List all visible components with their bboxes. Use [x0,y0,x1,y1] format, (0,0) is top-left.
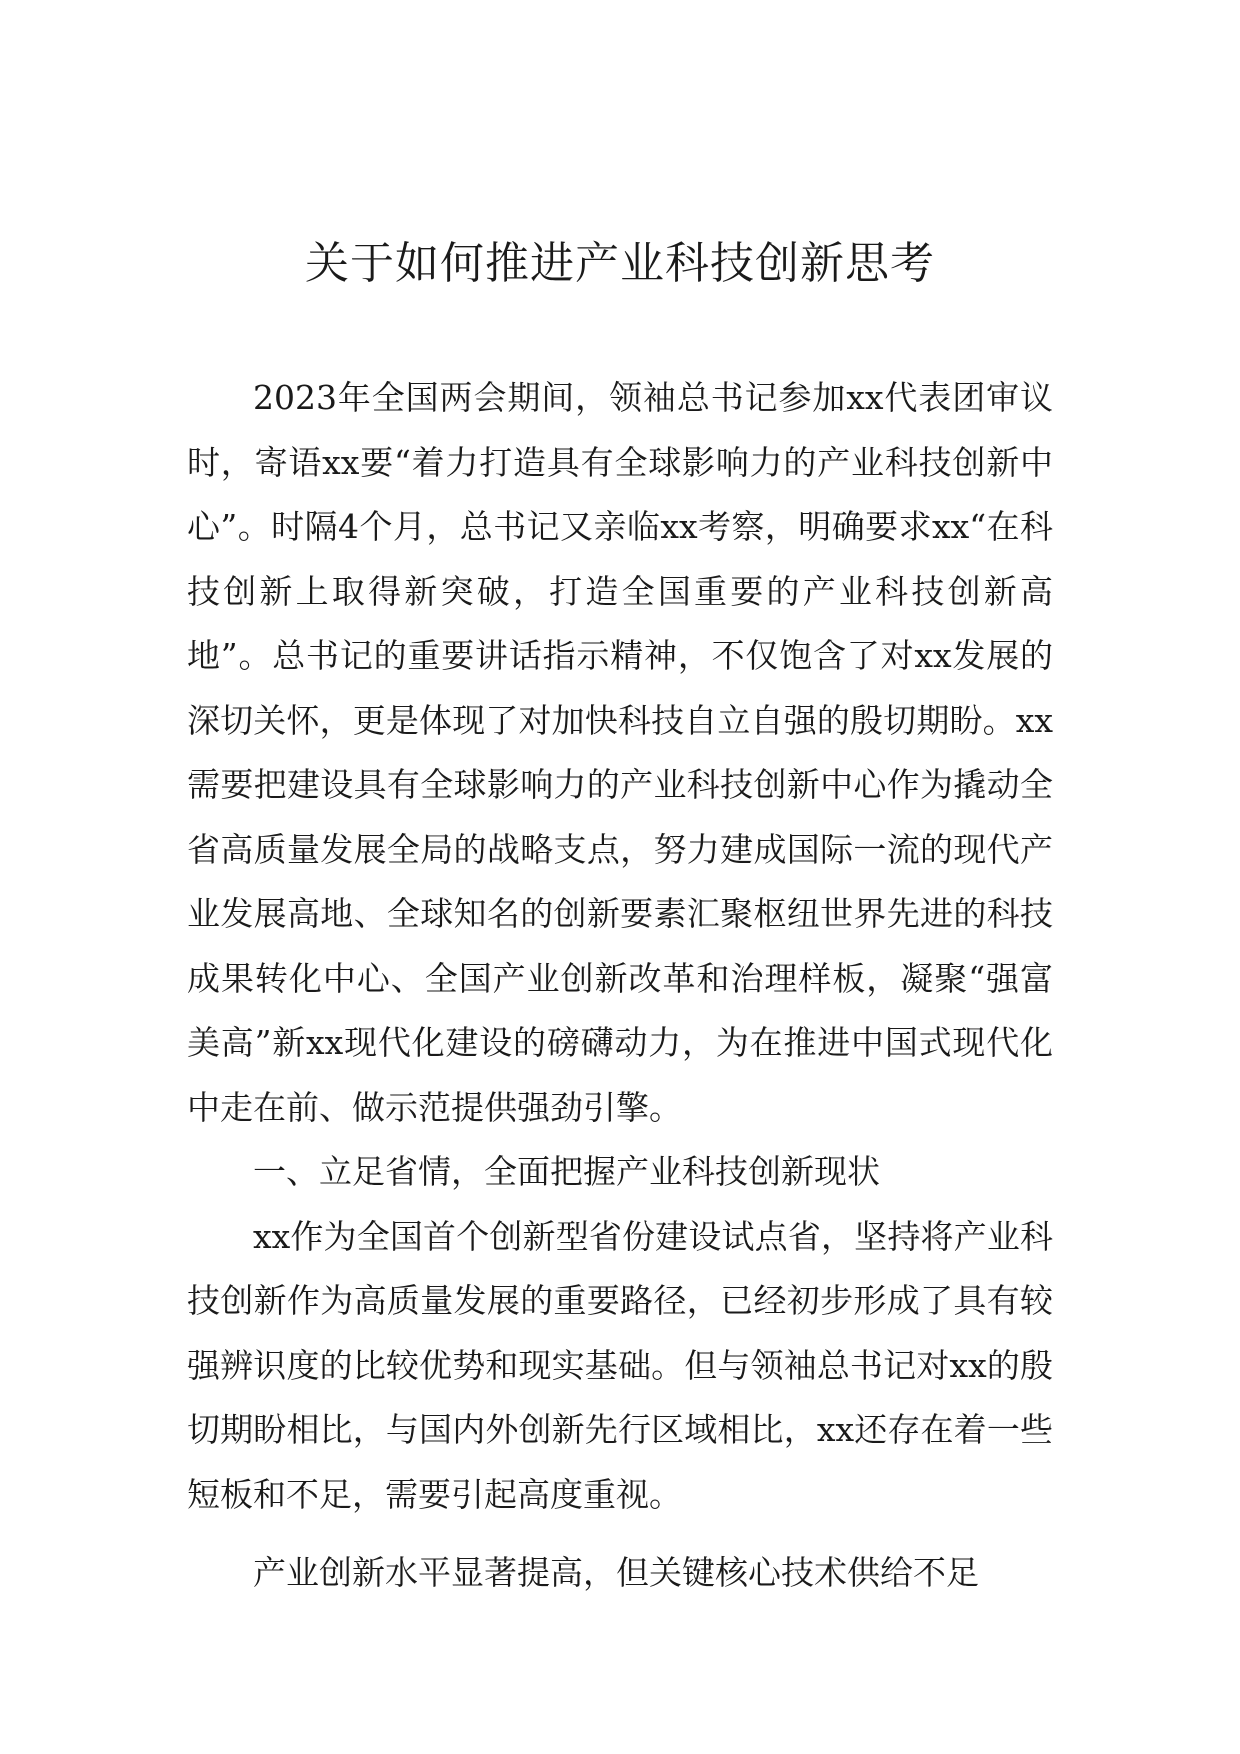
document-body [187,366,1053,1606]
paragraph-section-1: xx作为全国首个创新型省份建设试点省，坚持将产业科技创新作为高质量发展的重要路径，已经初步形成了具有较强辨识度的比较优势和现实基础。但与领袖总书记对xx的殷切期盼相比，与国内外创新先行区域相比，xx还存在着一些短板和不足，需要引起高度重视。 [187,1216,1053,1514]
paragraph-intro: 2023年全国两会期间，领袖总书记参加xx代表团审议时，寄语xx要“着力打造具有全球影响力的产业科技创新中心”。时隔4个月，总书记又亲临xx考察，明确要求xx“在科技创新上取得新突破，打造全国重要的产业科技创新高地”。总书记的重要讲话指示精神，不仅饱含了对xx发展的深切关怀，更是体现了对加快科技自立自强的殷切期盼。xx需要把建设具有全球影响力的产业科技创新中心作为撬动全省高质量发展全局的战略支点，努力建成国际一流的现代产业发展高地、全球知名的创新要素汇聚枢纽世界先进的科技成果转化中心、全国产业创新改革和治理样板，凝聚“强富美高”新xx现代化建设的磅礴动力，为在推进中国式现代化中走在前、做示范提供强劲引擎。 [187,378,1053,1127]
document-title: 关于如何推进产业科技创新思考 [305,238,935,289]
paragraph-subheading: 产业创新水平显著提高，但关键核心技术供给不足 [253,1553,979,1592]
section-heading-1: 一、立足省情，全面把握产业科技创新现状 [253,1152,880,1191]
